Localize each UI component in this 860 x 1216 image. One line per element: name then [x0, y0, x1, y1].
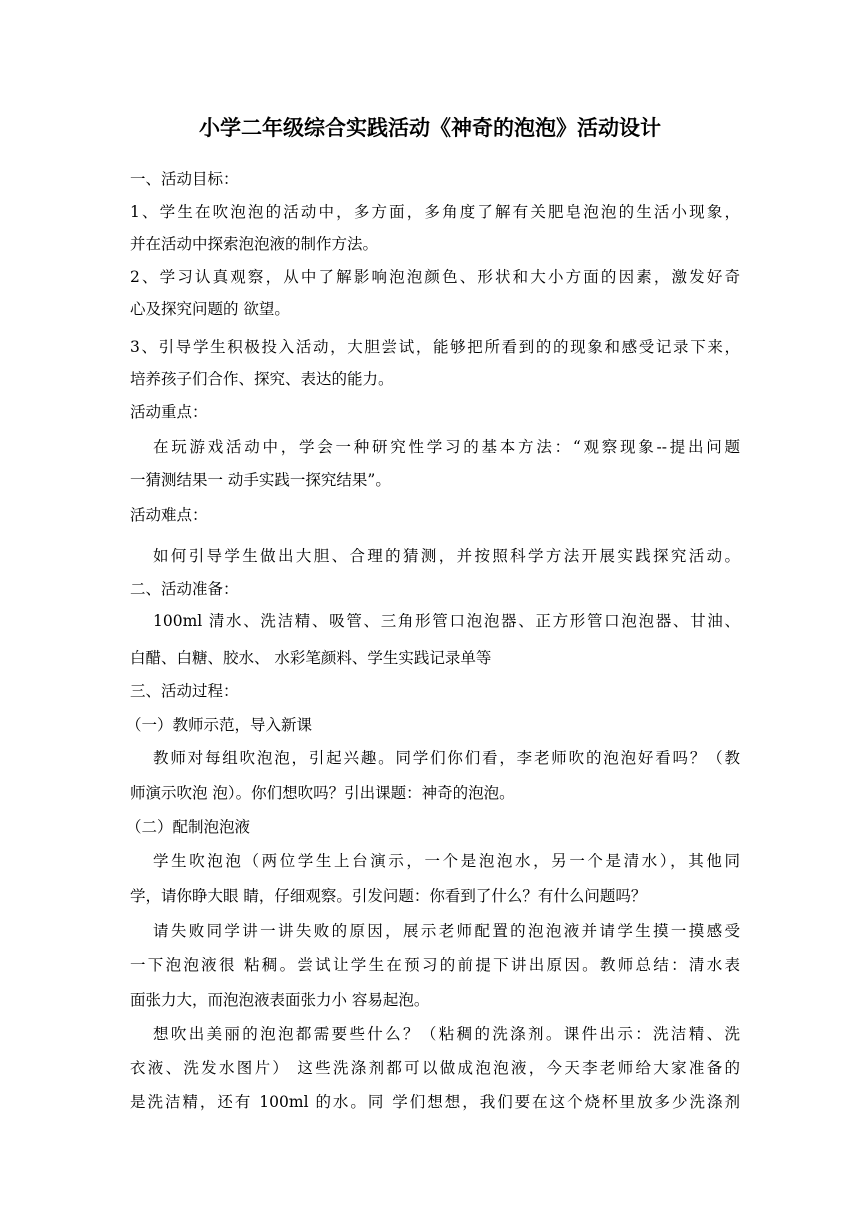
- section-heading-process: 三、活动过程：: [130, 682, 239, 700]
- paragraph-line: 如何引导学生做出大胆、合理的猜测，并按照科学方法开展实践探究活动。: [153, 547, 740, 565]
- paragraph-line: 教师对每组吹泡泡，引起兴趣。同学们你们看，李老师吹的泡泡好看吗？（教: [153, 749, 740, 767]
- paragraph-line: 2、学习认真观察，从中了解影响泡泡颜色、形状和大小方面的因素，激发好奇: [130, 268, 740, 286]
- paragraph-line: 学生吹泡泡（两位学生上台演示，一个是泡泡水，另一个是清水），其他同: [153, 852, 740, 870]
- paragraph-line: 学，请你睁大眼 睛，仔细观察。引发问题：你看到了什么？有什么问题吗？: [130, 887, 647, 905]
- paragraph-line: 培养孩子们合作、探究、表达的能力。: [130, 370, 394, 388]
- paragraph-line: 一下泡泡液很 粘稠。尝试让学生在预习的前提下讲出原因。教师总结：清水表: [130, 956, 740, 974]
- section-heading-difficulty: 活动难点：: [130, 506, 208, 524]
- paragraph-line: 3、引导学生积极投入活动，大胆尝试，能够把所看到的的现象和感受记录下来，: [130, 338, 740, 356]
- paragraph-line: 白醋、白糖、胶水、 水彩笔颜料、学生实践记录单等: [130, 649, 492, 667]
- paragraph-line: 心及探究问题的 欲望。: [130, 300, 290, 318]
- document-title: 小学二年级综合实践活动《神奇的泡泡》活动设计: [199, 115, 661, 140]
- paragraph-line: 一猜测结果一 动手实践一探究结果”。: [130, 471, 391, 489]
- section-heading-goals: 一、活动目标：: [130, 170, 239, 188]
- paragraph-line: 是洗洁精，还有 100ml 的水。同 学们想想，我们要在这个烧杯里放多少洗涤剂: [130, 1093, 740, 1111]
- paragraph-line: 100ml 清水、洗洁精、吸管、三角形管口泡泡器、正方形管口泡泡器、甘油、: [153, 612, 740, 630]
- paragraph-line: 1、学生在吹泡泡的活动中，多方面，多角度了解有关肥皂泡泡的生活小现象，: [130, 203, 740, 221]
- paragraph-line: 并在活动中探索泡泡液的制作方法。: [130, 235, 379, 253]
- subsection-heading: （一）教师示范，导入新课: [126, 716, 313, 734]
- subsection-heading: （二）配制泡泡液: [126, 818, 251, 836]
- paragraph-line: 请失败同学讲一讲失败的原因，展示老师配置的泡泡液并请学生摸一摸感受: [153, 922, 740, 940]
- section-heading-key-point: 活动重点：: [130, 403, 208, 421]
- paragraph-line: 面张力大，而泡泡液表面张力小 容易起泡。: [130, 991, 430, 1009]
- section-heading-preparation: 二、活动准备：: [130, 580, 239, 598]
- paragraph-line: 师演示吹泡 泡）。你们想吹吗？引出课题：神奇的泡泡。: [130, 784, 515, 802]
- paragraph-line: 在玩游戏活动中，学会一种研究性学习的基本方法：“观察现象--提出问题: [153, 438, 740, 456]
- paragraph-line: 想吹出美丽的泡泡都需要些什么？（粘稠的洗涤剂。课件出示：洗洁精、洗: [153, 1025, 740, 1043]
- paragraph-line: 衣液、洗发水图片） 这些洗涤剂都可以做成泡泡液，今天李老师给大家准备的: [130, 1059, 740, 1077]
